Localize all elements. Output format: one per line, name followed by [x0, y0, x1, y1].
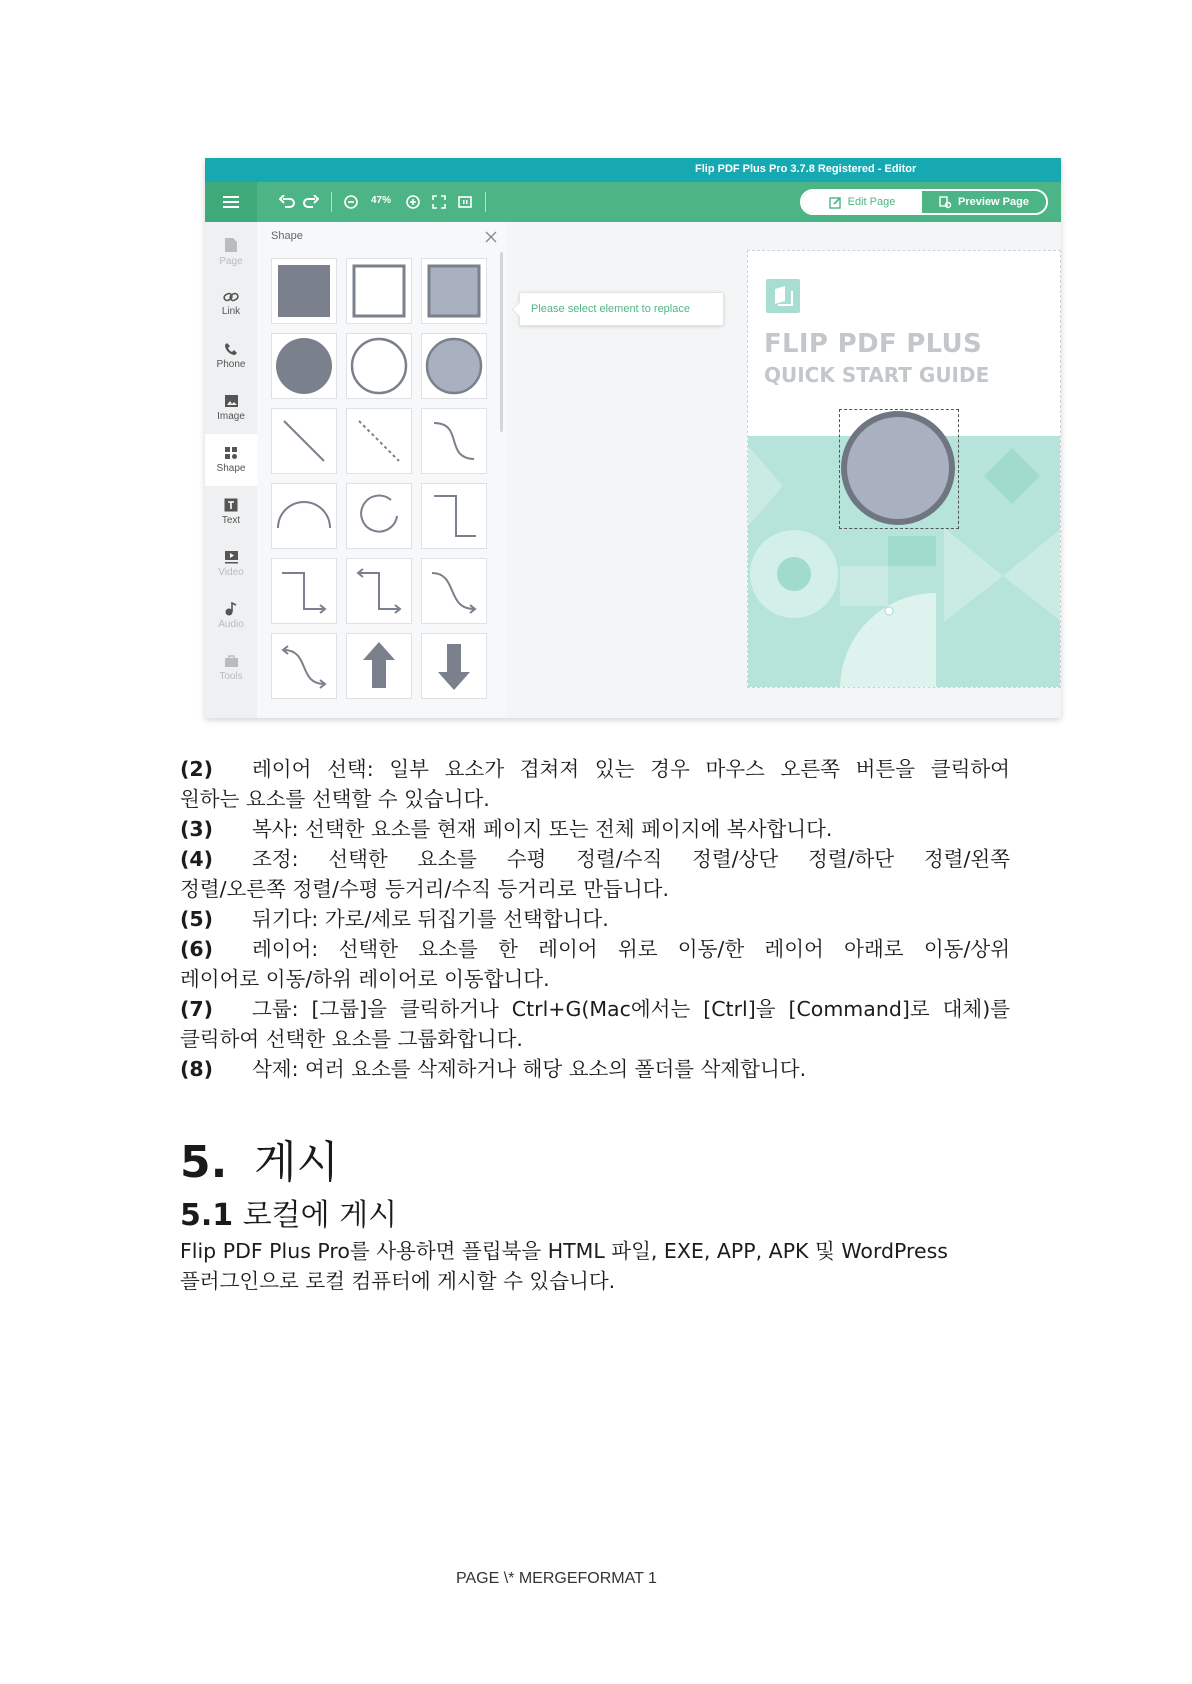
- nav-item-shape[interactable]: [205, 434, 257, 486]
- redo-icon: [303, 195, 319, 209]
- list-item: [180, 934, 1010, 994]
- window-titlebar: [205, 158, 1061, 182]
- close-panel-button[interactable]: [485, 230, 497, 248]
- preview-subtitle: QUICK START GUIDE: [764, 363, 990, 387]
- shape-curve-double-arrow[interactable]: [271, 633, 337, 699]
- replace-tooltip: [519, 292, 724, 326]
- zoom-out-icon: [344, 195, 358, 209]
- shape-panel-title: Shape: [271, 230, 303, 242]
- subsection-number: 5.1: [180, 1198, 234, 1233]
- shape-filled-circle[interactable]: [271, 333, 337, 399]
- audio-icon: [225, 602, 237, 616]
- shape-line[interactable]: [271, 408, 337, 474]
- item-text-cont: 정렬/오른쪽 정렬/수평 등거리/수직 등거리로 만듭니다.: [180, 877, 669, 901]
- item-text-cont: 레이어로 이동/하위 레이어로 이동합니다.: [180, 967, 550, 991]
- subsection-heading: [180, 1196, 397, 1236]
- shape-step-arrow[interactable]: [271, 558, 337, 624]
- nav-item-label: Tools: [219, 670, 243, 682]
- dashed-line-icon: [351, 413, 407, 469]
- arc-icon: [276, 488, 332, 544]
- shape-dashed-line[interactable]: [346, 408, 412, 474]
- subsection-title: 로컬에 게시: [242, 1198, 398, 1233]
- list-item: [180, 754, 1010, 814]
- menu-button[interactable]: [205, 182, 257, 222]
- app-screenshot: [205, 158, 1061, 718]
- shape-light-circle[interactable]: [421, 333, 487, 399]
- fit-page-button[interactable]: [455, 192, 475, 212]
- zoom-in-button[interactable]: [403, 192, 423, 212]
- editor-toolbar: [205, 182, 1061, 222]
- filled-circle-icon: [275, 337, 333, 395]
- nav-item-label: Link: [221, 306, 241, 317]
- nav-item-phone[interactable]: [205, 330, 257, 382]
- shape-curve[interactable]: [421, 408, 487, 474]
- zoom-out-button[interactable]: [341, 192, 361, 212]
- selected-element[interactable]: [839, 409, 959, 529]
- item-number: (4): [180, 847, 214, 871]
- selected-circle-icon: [840, 410, 958, 528]
- close-icon: [485, 231, 497, 243]
- item-text-cont: 클릭하여 선택한 요소를 그룹화합니다.: [180, 1027, 523, 1051]
- shape-outline-circle[interactable]: [346, 333, 412, 399]
- zoom-in-icon: [406, 195, 420, 209]
- shape-icon: [224, 446, 238, 460]
- down-arrow-icon: [426, 638, 482, 694]
- list-item: [180, 904, 1010, 934]
- shape-arc[interactable]: [271, 483, 337, 549]
- page-preview[interactable]: [747, 250, 1061, 688]
- edit-page-label: Edit Page: [847, 196, 896, 208]
- step-arrow-icon: [276, 563, 332, 619]
- nav-item-audio[interactable]: [205, 590, 257, 642]
- hamburger-icon: [223, 196, 239, 208]
- book-logo-icon: [766, 279, 800, 313]
- item-text: 조정: 선택한 요소를 수평 정렬/수직 정렬/상단 정렬/하단 정렬/왼쪽: [252, 847, 1010, 871]
- fit-page-icon: [458, 196, 472, 208]
- phone-icon: [224, 342, 238, 356]
- tooltip-text: Please select element to replace: [531, 303, 690, 315]
- link-icon: [223, 291, 239, 303]
- nav-item-label: Phone: [216, 359, 246, 370]
- curve-icon: [426, 413, 482, 469]
- image-icon: [224, 394, 239, 408]
- nav-item-image[interactable]: [205, 382, 257, 434]
- shape-down-arrow[interactable]: [421, 633, 487, 699]
- section-number: 5.: [180, 1137, 228, 1188]
- nav-item-label: Audio: [218, 619, 244, 630]
- toolbar-divider: [485, 192, 486, 212]
- edit-icon: [829, 196, 842, 209]
- page-footer: PAGE \* MERGEFORMAT 1: [456, 1570, 657, 1587]
- page-icon: [224, 237, 238, 253]
- toolbar-divider: [331, 192, 332, 212]
- list-item: [180, 994, 1010, 1054]
- item-text-cont: 원하는 요소를 선택할 수 있습니다.: [180, 787, 490, 811]
- item-number: (3): [180, 817, 214, 841]
- video-icon: [224, 550, 239, 564]
- undo-button[interactable]: [277, 192, 297, 212]
- window-title: Flip PDF Plus Pro 3.7.8 Registered - Editor: [695, 163, 917, 175]
- shape-filled-square[interactable]: [271, 258, 337, 324]
- section-heading: [180, 1135, 339, 1191]
- item-number: (2): [180, 757, 214, 781]
- editor-canvas[interactable]: [507, 222, 1061, 718]
- curve-arrow-icon: [426, 563, 482, 619]
- text-icon: [224, 498, 238, 512]
- step-line-icon: [426, 488, 482, 544]
- open-circle-icon: [351, 488, 407, 544]
- item-number: (8): [180, 1057, 214, 1081]
- shape-light-square[interactable]: [421, 258, 487, 324]
- item-text: 레이어: 선택한 요소를 한 레이어 위로 이동/한 레이어 아래로 이동/상위: [252, 937, 1010, 961]
- undo-icon: [279, 195, 295, 209]
- nav-item-tools[interactable]: [205, 642, 257, 694]
- panel-scrollbar[interactable]: [500, 252, 503, 432]
- preview-page-label: Preview Page: [958, 196, 1029, 208]
- item-text: 삭제: 여러 요소를 삭제하거나 해당 요소의 폴더를 삭제합니다.: [252, 1057, 807, 1081]
- line-icon: [276, 413, 332, 469]
- item-number: (7): [180, 997, 214, 1021]
- list-item: [180, 1054, 1010, 1084]
- preview-title: FLIP PDF PLUS: [764, 329, 982, 359]
- item-text: 복사: 선택한 요소를 현재 페이지 또는 전체 페이지에 복사합니다.: [252, 817, 833, 841]
- outline-square-icon: [351, 263, 407, 319]
- tools-icon: [224, 655, 239, 668]
- fullscreen-button[interactable]: [429, 192, 449, 212]
- preview-icon: [939, 196, 952, 209]
- nav-item-label: Image: [217, 411, 245, 422]
- body-line: 플러그인으로 로컬 컴퓨터에 게시할 수 있습니다.: [180, 1269, 616, 1293]
- outline-circle-icon: [350, 337, 408, 395]
- nav-item-label: Text: [221, 515, 241, 526]
- shape-outline-square[interactable]: [346, 258, 412, 324]
- fullscreen-icon: [432, 195, 446, 209]
- item-number: (5): [180, 907, 214, 931]
- nav-item-label: Shape: [216, 463, 246, 474]
- up-arrow-icon: [351, 638, 407, 694]
- step-double-arrow-icon: [351, 563, 407, 619]
- body-paragraph: [180, 1236, 1010, 1296]
- nav-item-label: Page: [219, 256, 243, 267]
- item-text: 레이어 선택: 일부 요소가 겹쳐져 있는 경우 마우스 오른쪽 버튼을 클릭하여: [252, 757, 1010, 781]
- zoom-level: 47%: [371, 195, 392, 206]
- nav-item-page[interactable]: [205, 226, 257, 278]
- preview-page-tab[interactable]: [922, 191, 1046, 213]
- list-item: [180, 814, 1010, 844]
- section-title: 게시: [254, 1137, 340, 1188]
- list-item: [180, 844, 1010, 904]
- redo-button[interactable]: [301, 192, 321, 212]
- nav-item-video[interactable]: [205, 538, 257, 590]
- edit-page-tab[interactable]: [802, 191, 922, 213]
- filled-square-icon: [276, 263, 332, 319]
- shape-step-line[interactable]: [421, 483, 487, 549]
- light-square-icon: [426, 263, 482, 319]
- item-number: (6): [180, 937, 214, 961]
- nav-item-text[interactable]: [205, 486, 257, 538]
- item-text: 그룹: [그룹]을 클릭하거나 Ctrl+G(Mac에서는 [Ctrl]을 [Command]로 대체)를: [252, 997, 1010, 1021]
- mode-switch: [800, 189, 1048, 215]
- shape-step-double-arrow[interactable]: [346, 558, 412, 624]
- body-line: Flip PDF Plus Pro를 사용하면 플립북을 HTML 파일, EXE, APP, APK 및 WordPress: [180, 1239, 948, 1263]
- nav-item-link[interactable]: [205, 278, 257, 330]
- curve-double-arrow-icon: [276, 638, 332, 694]
- shape-open-circle[interactable]: [346, 483, 412, 549]
- shape-up-arrow[interactable]: [346, 633, 412, 699]
- left-navigation: [205, 222, 257, 718]
- shape-curve-arrow[interactable]: [421, 558, 487, 624]
- item-text: 뒤기다: 가로/세로 뒤집기를 선택합니다.: [252, 907, 609, 931]
- light-circle-icon: [425, 337, 483, 395]
- nav-item-label: Video: [218, 567, 244, 578]
- shape-panel: [257, 222, 508, 718]
